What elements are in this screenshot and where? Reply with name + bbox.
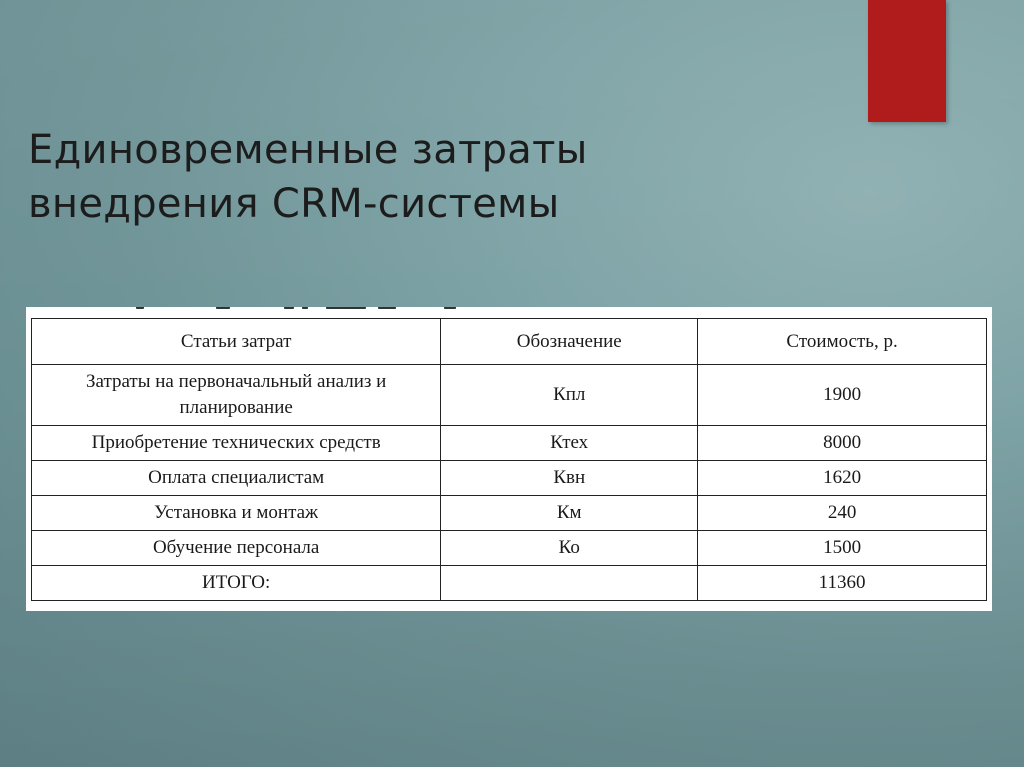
table-row: [32, 461, 987, 496]
header-cost: Стоимость, р.: [698, 319, 987, 365]
cell-item: Приобретение технических средств: [32, 426, 441, 461]
header-item: Статьи затрат: [32, 319, 441, 365]
table-total-row: [32, 566, 987, 601]
clipped-caption-remnant: [26, 307, 486, 313]
cell-cost: 8000: [698, 426, 987, 461]
cell-total-cost: 11360: [698, 566, 987, 601]
cell-cost: 1500: [698, 531, 987, 566]
slide-title: [28, 123, 848, 231]
table-row: [32, 426, 987, 461]
cell-code: Ктех: [441, 426, 698, 461]
cell-item: Затраты на первоначальный анализ и планирование: [32, 365, 441, 426]
cost-table: [31, 318, 987, 601]
cell-cost: 1900: [698, 365, 987, 426]
cell-item: Оплата специалистам: [32, 461, 441, 496]
table-row: [32, 531, 987, 566]
header-code: Обозначение: [441, 319, 698, 365]
cell-code: Кпл: [441, 365, 698, 426]
cell-total-label: ИТОГО:: [32, 566, 441, 601]
cell-item: Обучение персонала: [32, 531, 441, 566]
title-line-2: внедрения CRM-системы: [28, 180, 560, 227]
cell-cost: 240: [698, 496, 987, 531]
cell-total-code: [441, 566, 698, 601]
table-row: [32, 496, 987, 531]
cell-cost: 1620: [698, 461, 987, 496]
table-image: [26, 307, 992, 611]
table-header-row: [32, 319, 987, 365]
table-row: [32, 365, 987, 426]
cell-code: Ко: [441, 531, 698, 566]
cell-code: Квн: [441, 461, 698, 496]
cell-item: Установка и монтаж: [32, 496, 441, 531]
accent-block: [868, 0, 946, 122]
title-line-1: Единовременные затраты: [28, 126, 588, 173]
cell-code: Км: [441, 496, 698, 531]
